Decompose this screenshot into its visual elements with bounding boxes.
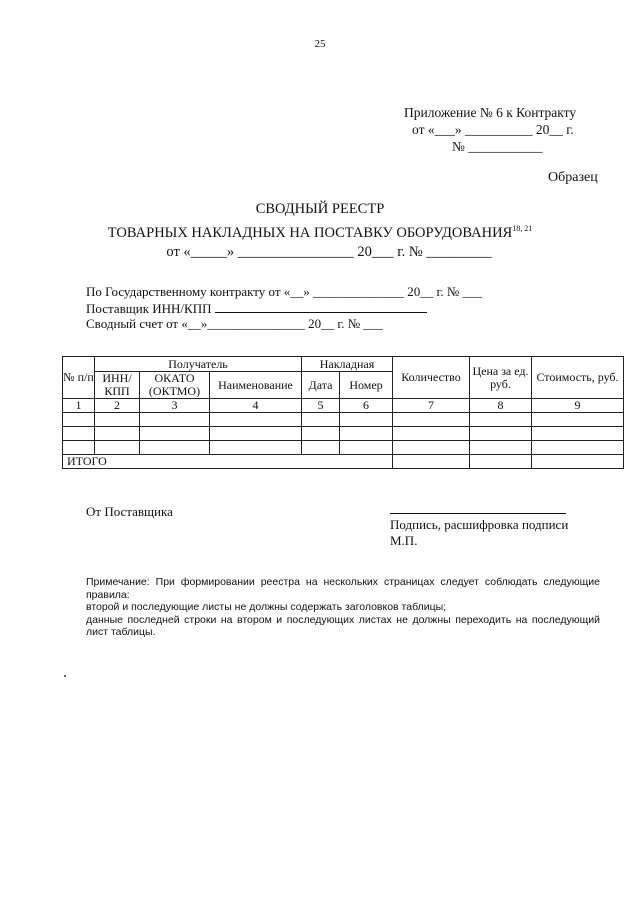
note-line-1: Примечание: При формировании реестра на нескольких страницах следует соблюдать следующие правила: [86,576,600,601]
table-cell [393,441,470,455]
col-num-cell: 7 [393,399,470,413]
table-cell [140,427,210,441]
total-price-cell [470,455,532,469]
table-cell [470,413,532,427]
header-recipient: Получатель [95,357,302,372]
title-line-2 [0,219,640,243]
table-cell [95,441,140,455]
annex-line-title: Приложение № 6 к Контракту [404,105,577,120]
col-num-cell: 3 [140,399,210,413]
table-cell [63,413,95,427]
col-num-cell: 8 [470,399,532,413]
table-cell [140,413,210,427]
header-okato: ОКАТО (ОКТМО) [140,372,210,399]
note-line-3: данные последней строки на втором и последующих листах не должны переходить на последующий лист таблицы. [86,613,600,638]
table-cell [393,427,470,441]
title-line-3: от «_____» ________________ 20___ г. № _________ [166,244,492,260]
signature-block [390,517,568,549]
header-number: Номер [340,372,393,399]
title-line-2-text: ТОВАРНЫХ НАКЛАДНЫХ НА ПОСТАВКУ ОБОРУДОВАНИЯ [107,225,513,241]
note-block [86,576,600,639]
table-cell [140,441,210,455]
table-cell [63,427,95,441]
title-line-1: СВОДНЫЙ РЕЕСТР [255,201,385,217]
total-label: ИТОГО [63,455,393,469]
from-supplier-label: От Поставщика [86,504,173,519]
signature-line [390,513,566,514]
supplier-label: Поставщик ИНН/КПП [86,300,212,316]
total-row [63,455,624,469]
table-cell [340,413,393,427]
page-number: 25 [314,38,326,50]
total-qty-cell [393,455,470,469]
table-cell [302,413,340,427]
table-cell [470,441,532,455]
signature-caption: Подпись, расшифровка подписи [390,517,569,532]
table-cell [340,441,393,455]
table-cell [63,441,95,455]
col-num-cell: 9 [532,399,624,413]
annex-line-number: № ___________ [452,139,543,154]
document-title [0,200,640,262]
header-name: Наименование [210,372,302,399]
info-block [86,284,482,332]
header-quantity: Количество [393,357,470,399]
table-cell [340,427,393,441]
supplier-blank [215,300,427,313]
table-row [63,427,624,441]
annex-header [404,104,576,155]
stamp-label: М.П. [390,533,418,548]
table-cell [532,441,624,455]
scan-speck [64,675,66,677]
header-date: Дата [302,372,340,399]
footnote-ref: 18, 21 [512,224,533,233]
header-cost: Стоимость, руб. [532,357,624,399]
header-row-1 [63,357,624,372]
table-cell [95,427,140,441]
table-cell [393,413,470,427]
table-cell [210,413,302,427]
col-num-cell: 5 [302,399,340,413]
header-invoice: Накладная [302,357,393,372]
sample-label: Образец [548,170,598,185]
annex-line-date: от «___» __________ 20__ г. [412,122,574,137]
table-cell [532,427,624,441]
contract-line: По Государственному контракту от «__» ______________ 20__ г. № ___ [86,284,483,299]
table-row [63,413,624,427]
table-cell [532,413,624,427]
table-cell [470,427,532,441]
header-price: Цена за ед. руб. [470,357,532,399]
note-line-2: второй и последующие листы не должны содержать заголовков таблицы; [86,601,447,613]
col-num-cell: 4 [210,399,302,413]
summary-invoice-line: Сводный счет от «__»_______________ 20__ г. № ___ [86,316,383,331]
table-cell [210,427,302,441]
column-number-row [63,399,624,413]
col-num-cell: 1 [63,399,95,413]
registry-table [62,356,624,469]
table-cell [210,441,302,455]
table-cell [302,441,340,455]
table-cell [95,413,140,427]
header-inn: ИНН/ КПП [95,372,140,399]
total-cost-cell [532,455,624,469]
header-num: № п/п [63,357,95,399]
supplier-line [86,300,482,317]
table-cell [302,427,340,441]
col-num-cell: 2 [95,399,140,413]
col-num-cell: 6 [340,399,393,413]
table-row [63,441,624,455]
